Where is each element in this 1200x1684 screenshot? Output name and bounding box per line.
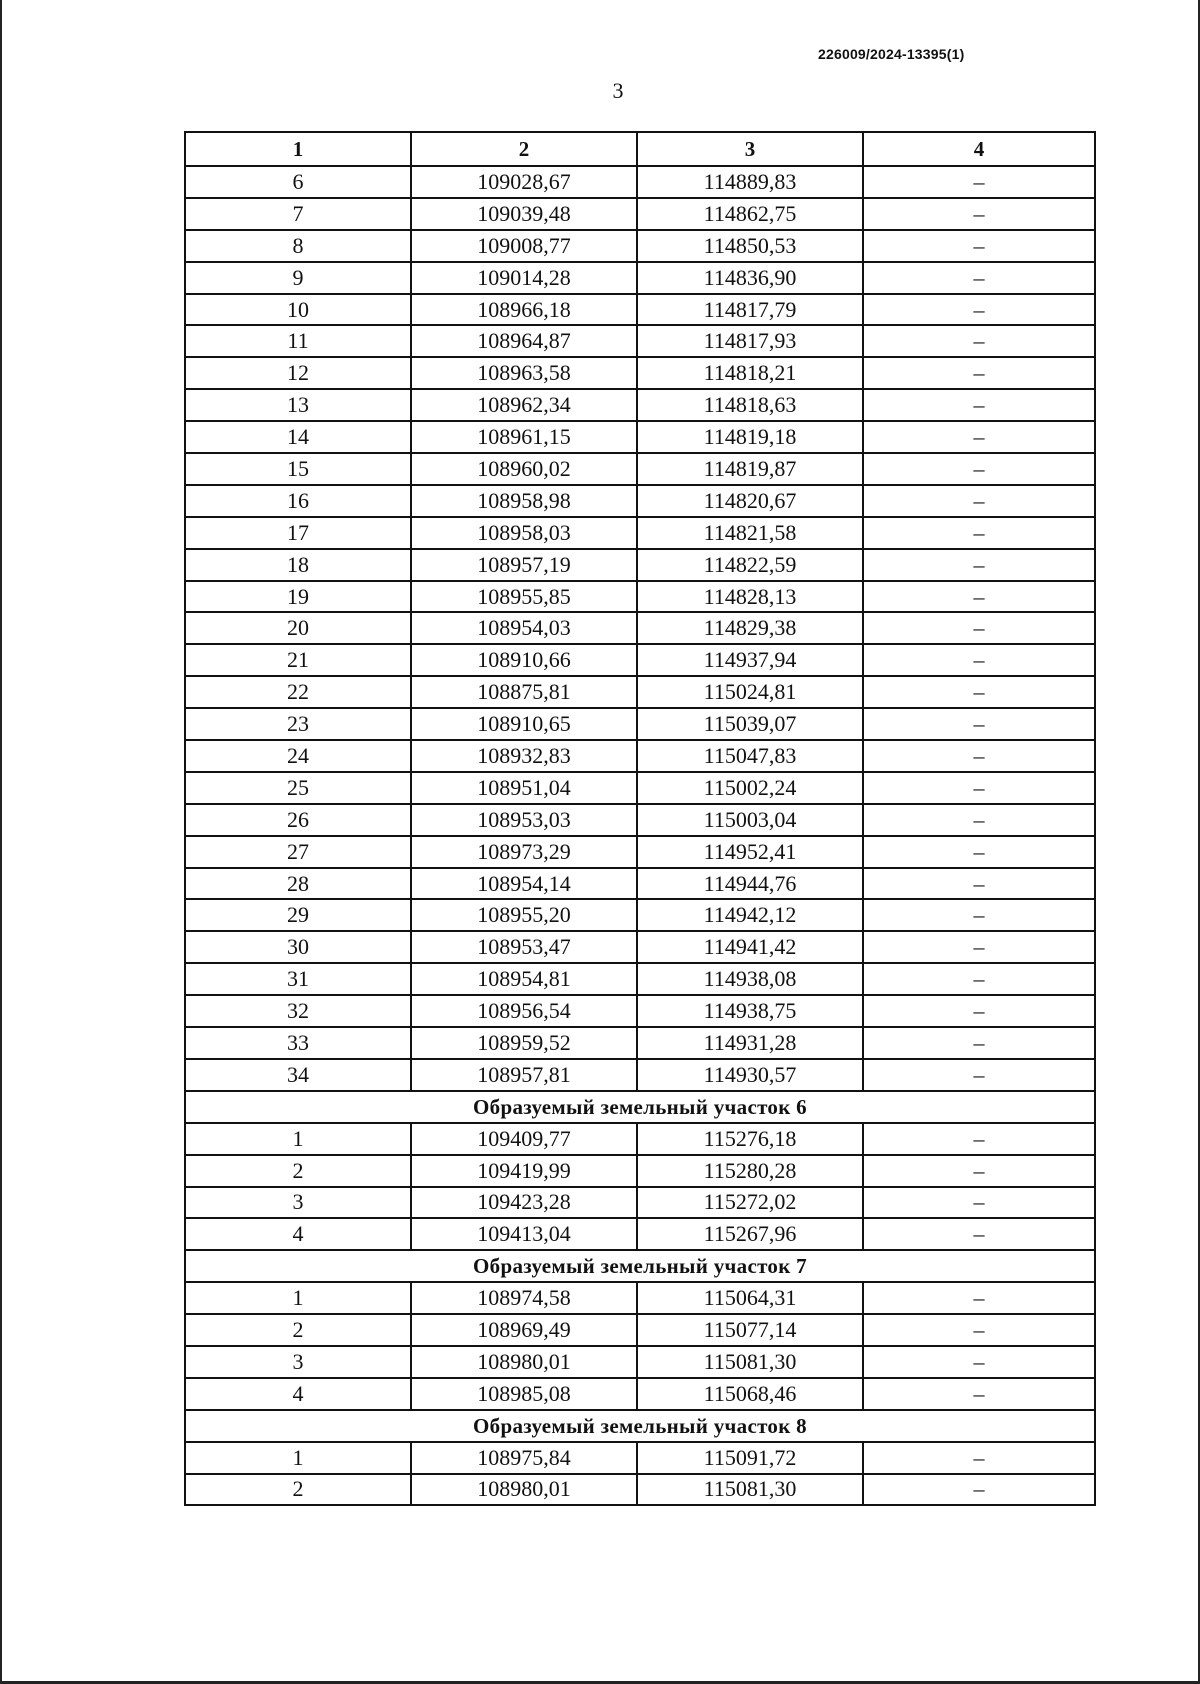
point-number-cell: 3 <box>185 1187 411 1219</box>
point-number-cell: 8 <box>185 230 411 262</box>
x-coordinate-cell: 108910,66 <box>411 644 637 676</box>
table-row <box>185 581 1095 613</box>
table-row <box>185 1123 1095 1155</box>
table-row <box>185 836 1095 868</box>
table-row <box>185 421 1095 453</box>
y-coordinate-cell: 115280,28 <box>637 1155 863 1187</box>
x-coordinate-cell: 109028,67 <box>411 166 637 198</box>
note-cell: – <box>863 421 1095 453</box>
x-coordinate-cell: 109423,28 <box>411 1187 637 1219</box>
y-coordinate-cell: 114862,75 <box>637 198 863 230</box>
point-number-cell: 28 <box>185 868 411 900</box>
table-row <box>185 453 1095 485</box>
point-number-cell: 30 <box>185 931 411 963</box>
note-cell: – <box>863 1314 1095 1346</box>
x-coordinate-cell: 108954,03 <box>411 612 637 644</box>
table-row <box>185 198 1095 230</box>
note-cell: – <box>863 804 1095 836</box>
header-cell: 4 <box>863 132 1095 166</box>
y-coordinate-cell: 114944,76 <box>637 868 863 900</box>
header-cell: 3 <box>637 132 863 166</box>
table-row <box>185 612 1095 644</box>
point-number-cell: 10 <box>185 294 411 326</box>
x-coordinate-cell: 108932,83 <box>411 740 637 772</box>
note-cell: – <box>863 1378 1095 1410</box>
table-row <box>185 1314 1095 1346</box>
note-cell: – <box>863 1218 1095 1250</box>
table-row <box>185 931 1095 963</box>
point-number-cell: 7 <box>185 198 411 230</box>
table-row <box>185 166 1095 198</box>
y-coordinate-cell: 115077,14 <box>637 1314 863 1346</box>
note-cell: – <box>863 1474 1095 1506</box>
y-coordinate-cell: 114829,38 <box>637 612 863 644</box>
section-title: Образуемый земельный участок 8 <box>185 1410 1095 1442</box>
point-number-cell: 25 <box>185 772 411 804</box>
table-row <box>185 549 1095 581</box>
table-row <box>185 1059 1095 1091</box>
point-number-cell: 24 <box>185 740 411 772</box>
point-number-cell: 32 <box>185 995 411 1027</box>
coordinates-table-container <box>184 131 1094 1506</box>
point-number-cell: 2 <box>185 1314 411 1346</box>
note-cell: – <box>863 899 1095 931</box>
table-row <box>185 1187 1095 1219</box>
x-coordinate-cell: 109409,77 <box>411 1123 637 1155</box>
note-cell: – <box>863 868 1095 900</box>
x-coordinate-cell: 108962,34 <box>411 389 637 421</box>
y-coordinate-cell: 114952,41 <box>637 836 863 868</box>
y-coordinate-cell: 114931,28 <box>637 1027 863 1059</box>
note-cell: – <box>863 1282 1095 1314</box>
x-coordinate-cell: 108966,18 <box>411 294 637 326</box>
note-cell: – <box>863 1346 1095 1378</box>
table-row <box>185 1155 1095 1187</box>
table-row <box>185 1218 1095 1250</box>
section-title-row <box>185 1250 1095 1282</box>
note-cell: – <box>863 453 1095 485</box>
note-cell: – <box>863 230 1095 262</box>
x-coordinate-cell: 108958,03 <box>411 517 637 549</box>
note-cell: – <box>863 166 1095 198</box>
x-coordinate-cell: 108969,49 <box>411 1314 637 1346</box>
point-number-cell: 2 <box>185 1155 411 1187</box>
x-coordinate-cell: 108954,14 <box>411 868 637 900</box>
y-coordinate-cell: 114817,79 <box>637 294 863 326</box>
x-coordinate-cell: 108954,81 <box>411 963 637 995</box>
page-border-left <box>0 0 2 1684</box>
table-row <box>185 1346 1095 1378</box>
table-row <box>185 804 1095 836</box>
y-coordinate-cell: 115272,02 <box>637 1187 863 1219</box>
x-coordinate-cell: 108951,04 <box>411 772 637 804</box>
table-row <box>185 963 1095 995</box>
note-cell: – <box>863 1059 1095 1091</box>
x-coordinate-cell: 108959,52 <box>411 1027 637 1059</box>
point-number-cell: 34 <box>185 1059 411 1091</box>
point-number-cell: 20 <box>185 612 411 644</box>
note-cell: – <box>863 772 1095 804</box>
x-coordinate-cell: 108985,08 <box>411 1378 637 1410</box>
table-row <box>185 230 1095 262</box>
note-cell: – <box>863 676 1095 708</box>
note-cell: – <box>863 931 1095 963</box>
table-row <box>185 1027 1095 1059</box>
note-cell: – <box>863 294 1095 326</box>
x-coordinate-cell: 108953,03 <box>411 804 637 836</box>
table-row <box>185 676 1095 708</box>
y-coordinate-cell: 114818,63 <box>637 389 863 421</box>
y-coordinate-cell: 114850,53 <box>637 230 863 262</box>
note-cell: – <box>863 1027 1095 1059</box>
y-coordinate-cell: 114818,21 <box>637 357 863 389</box>
point-number-cell: 33 <box>185 1027 411 1059</box>
header-cell: 1 <box>185 132 411 166</box>
note-cell: – <box>863 995 1095 1027</box>
point-number-cell: 22 <box>185 676 411 708</box>
y-coordinate-cell: 114822,59 <box>637 549 863 581</box>
x-coordinate-cell: 109014,28 <box>411 262 637 294</box>
y-coordinate-cell: 115081,30 <box>637 1346 863 1378</box>
y-coordinate-cell: 114942,12 <box>637 899 863 931</box>
y-coordinate-cell: 114941,42 <box>637 931 863 963</box>
x-coordinate-cell: 108956,54 <box>411 995 637 1027</box>
x-coordinate-cell: 108955,85 <box>411 581 637 613</box>
point-number-cell: 1 <box>185 1442 411 1474</box>
x-coordinate-cell: 108980,01 <box>411 1346 637 1378</box>
y-coordinate-cell: 115081,30 <box>637 1474 863 1506</box>
y-coordinate-cell: 115276,18 <box>637 1123 863 1155</box>
y-coordinate-cell: 114938,08 <box>637 963 863 995</box>
x-coordinate-cell: 108957,19 <box>411 549 637 581</box>
y-coordinate-cell: 114819,18 <box>637 421 863 453</box>
y-coordinate-cell: 114889,83 <box>637 166 863 198</box>
x-coordinate-cell: 108875,81 <box>411 676 637 708</box>
coordinates-table-body <box>185 132 1095 1505</box>
point-number-cell: 6 <box>185 166 411 198</box>
x-coordinate-cell: 108910,65 <box>411 708 637 740</box>
y-coordinate-cell: 115064,31 <box>637 1282 863 1314</box>
point-number-cell: 3 <box>185 1346 411 1378</box>
note-cell: – <box>863 612 1095 644</box>
y-coordinate-cell: 115047,83 <box>637 740 863 772</box>
document-number: 226009/2024-13395(1) <box>818 46 965 62</box>
table-row <box>185 517 1095 549</box>
y-coordinate-cell: 114819,87 <box>637 453 863 485</box>
table-row <box>185 1378 1095 1410</box>
table-row <box>185 262 1095 294</box>
note-cell: – <box>863 1155 1095 1187</box>
point-number-cell: 2 <box>185 1474 411 1506</box>
table-row <box>185 868 1095 900</box>
point-number-cell: 12 <box>185 357 411 389</box>
y-coordinate-cell: 114828,13 <box>637 581 863 613</box>
table-row <box>185 389 1095 421</box>
x-coordinate-cell: 108974,58 <box>411 1282 637 1314</box>
note-cell: – <box>863 549 1095 581</box>
y-coordinate-cell: 114938,75 <box>637 995 863 1027</box>
table-row <box>185 899 1095 931</box>
note-cell: – <box>863 517 1095 549</box>
x-coordinate-cell: 109039,48 <box>411 198 637 230</box>
section-title: Образуемый земельный участок 7 <box>185 1250 1095 1282</box>
point-number-cell: 13 <box>185 389 411 421</box>
y-coordinate-cell: 115003,04 <box>637 804 863 836</box>
point-number-cell: 21 <box>185 644 411 676</box>
point-number-cell: 15 <box>185 453 411 485</box>
y-coordinate-cell: 114820,67 <box>637 485 863 517</box>
note-cell: – <box>863 1123 1095 1155</box>
note-cell: – <box>863 836 1095 868</box>
x-coordinate-cell: 109413,04 <box>411 1218 637 1250</box>
x-coordinate-cell: 108957,81 <box>411 1059 637 1091</box>
x-coordinate-cell: 108953,47 <box>411 931 637 963</box>
table-row <box>185 1282 1095 1314</box>
table-row <box>185 740 1095 772</box>
point-number-cell: 1 <box>185 1282 411 1314</box>
point-number-cell: 26 <box>185 804 411 836</box>
table-row <box>185 644 1095 676</box>
x-coordinate-cell: 108963,58 <box>411 357 637 389</box>
x-coordinate-cell: 108973,29 <box>411 836 637 868</box>
note-cell: – <box>863 485 1095 517</box>
point-number-cell: 14 <box>185 421 411 453</box>
table-row <box>185 1442 1095 1474</box>
table-row <box>185 995 1095 1027</box>
point-number-cell: 1 <box>185 1123 411 1155</box>
y-coordinate-cell: 115068,46 <box>637 1378 863 1410</box>
y-coordinate-cell: 115267,96 <box>637 1218 863 1250</box>
table-row <box>185 325 1095 357</box>
table-header-row <box>185 132 1095 166</box>
table-row <box>185 357 1095 389</box>
note-cell: – <box>863 581 1095 613</box>
point-number-cell: 31 <box>185 963 411 995</box>
table-row <box>185 1474 1095 1506</box>
note-cell: – <box>863 389 1095 421</box>
table-row <box>185 772 1095 804</box>
note-cell: – <box>863 262 1095 294</box>
point-number-cell: 16 <box>185 485 411 517</box>
note-cell: – <box>863 644 1095 676</box>
y-coordinate-cell: 114817,93 <box>637 325 863 357</box>
point-number-cell: 11 <box>185 325 411 357</box>
note-cell: – <box>863 708 1095 740</box>
note-cell: – <box>863 325 1095 357</box>
x-coordinate-cell: 108961,15 <box>411 421 637 453</box>
point-number-cell: 23 <box>185 708 411 740</box>
x-coordinate-cell: 108960,02 <box>411 453 637 485</box>
table-row <box>185 708 1095 740</box>
x-coordinate-cell: 108958,98 <box>411 485 637 517</box>
section-title-row <box>185 1091 1095 1123</box>
y-coordinate-cell: 115024,81 <box>637 676 863 708</box>
section-title: Образуемый земельный участок 6 <box>185 1091 1095 1123</box>
note-cell: – <box>863 1187 1095 1219</box>
table-row <box>185 294 1095 326</box>
x-coordinate-cell: 108955,20 <box>411 899 637 931</box>
x-coordinate-cell: 108964,87 <box>411 325 637 357</box>
note-cell: – <box>863 740 1095 772</box>
coordinates-table <box>184 131 1096 1506</box>
point-number-cell: 4 <box>185 1378 411 1410</box>
section-title-row <box>185 1410 1095 1442</box>
point-number-cell: 4 <box>185 1218 411 1250</box>
x-coordinate-cell: 108980,01 <box>411 1474 637 1506</box>
point-number-cell: 29 <box>185 899 411 931</box>
x-coordinate-cell: 109008,77 <box>411 230 637 262</box>
page-number: 3 <box>612 78 624 103</box>
note-cell: – <box>863 198 1095 230</box>
point-number-cell: 18 <box>185 549 411 581</box>
table-row <box>185 485 1095 517</box>
note-cell: – <box>863 357 1095 389</box>
point-number-cell: 19 <box>185 581 411 613</box>
x-coordinate-cell: 108975,84 <box>411 1442 637 1474</box>
y-coordinate-cell: 115091,72 <box>637 1442 863 1474</box>
y-coordinate-cell: 114836,90 <box>637 262 863 294</box>
y-coordinate-cell: 115002,24 <box>637 772 863 804</box>
y-coordinate-cell: 114930,57 <box>637 1059 863 1091</box>
note-cell: – <box>863 1442 1095 1474</box>
point-number-cell: 9 <box>185 262 411 294</box>
note-cell: – <box>863 963 1095 995</box>
y-coordinate-cell: 115039,07 <box>637 708 863 740</box>
header-cell: 2 <box>411 132 637 166</box>
y-coordinate-cell: 114937,94 <box>637 644 863 676</box>
y-coordinate-cell: 114821,58 <box>637 517 863 549</box>
point-number-cell: 27 <box>185 836 411 868</box>
x-coordinate-cell: 109419,99 <box>411 1155 637 1187</box>
point-number-cell: 17 <box>185 517 411 549</box>
